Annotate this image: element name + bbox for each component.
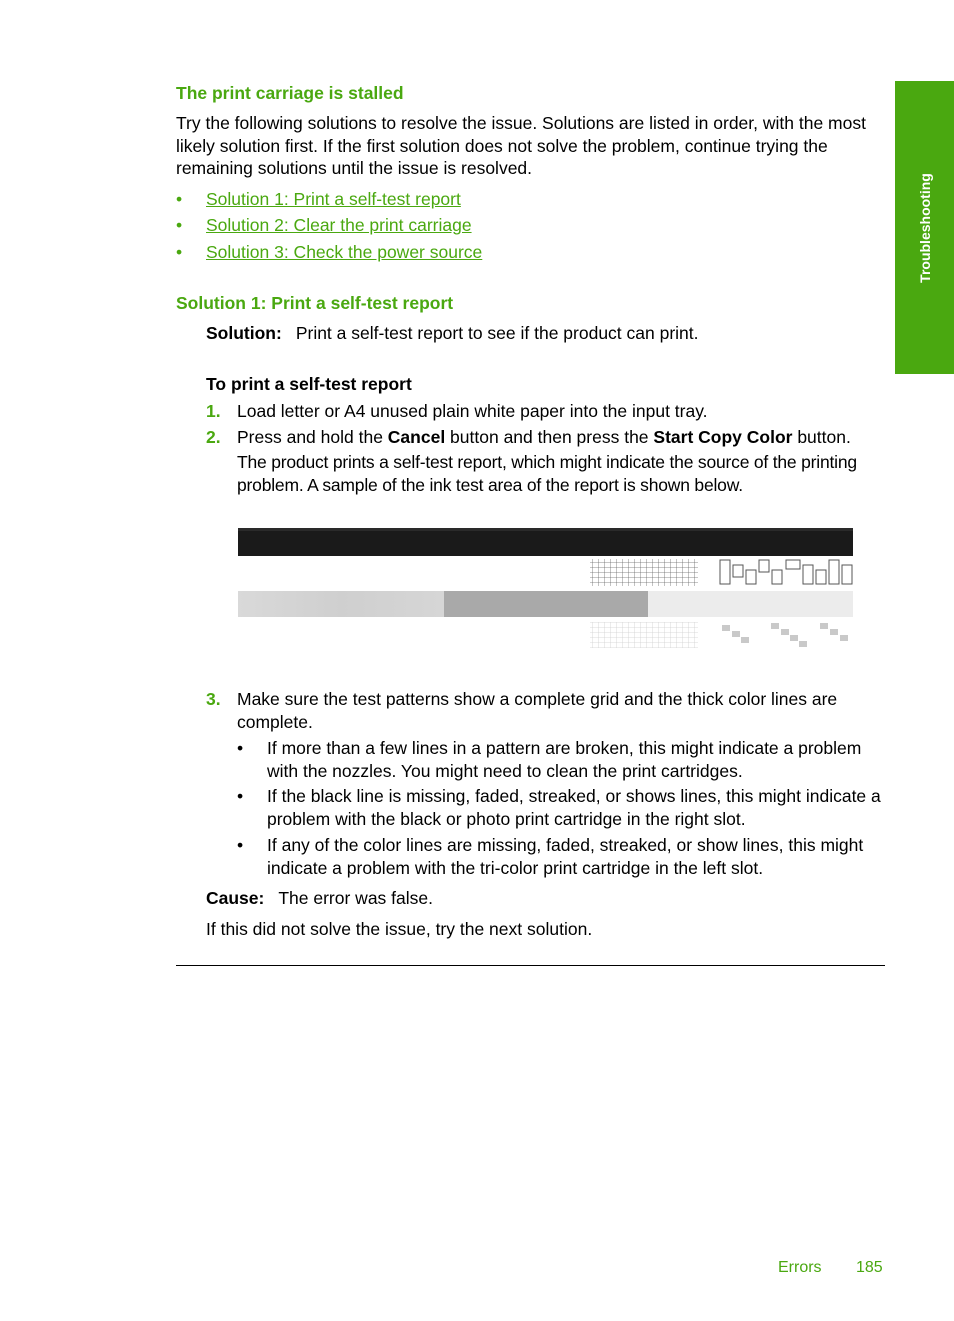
step-3-text: Make sure the test patterns show a complete grid and the thick color lines are complete. <box>237 689 838 732</box>
link-solution-3[interactable]: Solution 3: Check the power source <box>206 242 483 262</box>
link-solution-2[interactable]: Solution 2: Clear the print carriage <box>206 215 472 235</box>
ink-test-sample-image <box>238 527 854 650</box>
bullet: • <box>237 835 244 855</box>
list-item: If the black line is missing, faded, streaked, or shows lines, this might indicate a problem with the black or photo print cartridge in the right slot. <box>267 786 881 829</box>
step-2-text-c: button. <box>792 427 851 447</box>
bullet: • <box>176 215 183 235</box>
step-number: 3. <box>206 689 221 709</box>
page-number: 185 <box>856 1259 883 1276</box>
cancel-button-label: Cancel <box>387 427 446 447</box>
bullet: • <box>237 738 244 758</box>
step-2-detail: The product prints a self-test report, which might indicate the source of the printing problem. A sample of the ink test area of the report is shown below. <box>237 452 857 495</box>
list-item: If more than a few lines in a pattern are broken, this might indicate a problem with the nozzles. You might need to clean the print cartridges. <box>267 738 862 781</box>
procedure-heading: To print a self-test report <box>206 374 412 394</box>
bullet: • <box>176 189 183 209</box>
cause-line <box>206 887 433 910</box>
solution-line <box>206 322 896 345</box>
list-item: If any of the color lines are missing, faded, streaked, or show lines, this might indicate a problem with the tri-color print cartridge in the left slot. <box>267 835 864 878</box>
step-2-text-a: Press and hold the <box>237 427 388 447</box>
step-1-text: Load letter or A4 unused plain white paper into the input tray. <box>237 401 708 421</box>
cause-label: Cause: <box>206 888 265 908</box>
cause-text: The error was false. <box>278 888 433 908</box>
step-number: 2. <box>206 427 221 447</box>
section-title: The print carriage is stalled <box>176 83 404 103</box>
solution1-heading: Solution 1: Print a self-test report <box>176 293 454 313</box>
link-solution-1[interactable]: Solution 1: Print a self-test report <box>206 189 461 209</box>
step-2-text-b: button and then press the <box>445 427 654 447</box>
footer-section: Errors <box>778 1259 822 1276</box>
start-copy-color-button-label: Start Copy Color <box>653 427 793 447</box>
step-2-text <box>237 426 892 449</box>
bullet: • <box>176 242 183 262</box>
bullet: • <box>237 786 244 806</box>
side-tab <box>895 81 954 374</box>
closing-text: If this did not solve the issue, try the next solution. <box>206 919 593 939</box>
step-number: 1. <box>206 401 221 421</box>
solution-label: Solution: <box>206 323 282 343</box>
solution-text: Print a self-test report to see if the product can print. <box>295 323 699 343</box>
side-tab-label: Troubleshooting <box>916 172 933 283</box>
ink-test-pattern <box>238 527 854 650</box>
intro-paragraph: Try the following solutions to resolve the issue. Solutions are listed in order, with the most likely solution first. If the first solution does not solve the problem, continue trying the remaining solutions until the issue is resolved. <box>176 113 866 178</box>
section-divider <box>176 965 885 966</box>
